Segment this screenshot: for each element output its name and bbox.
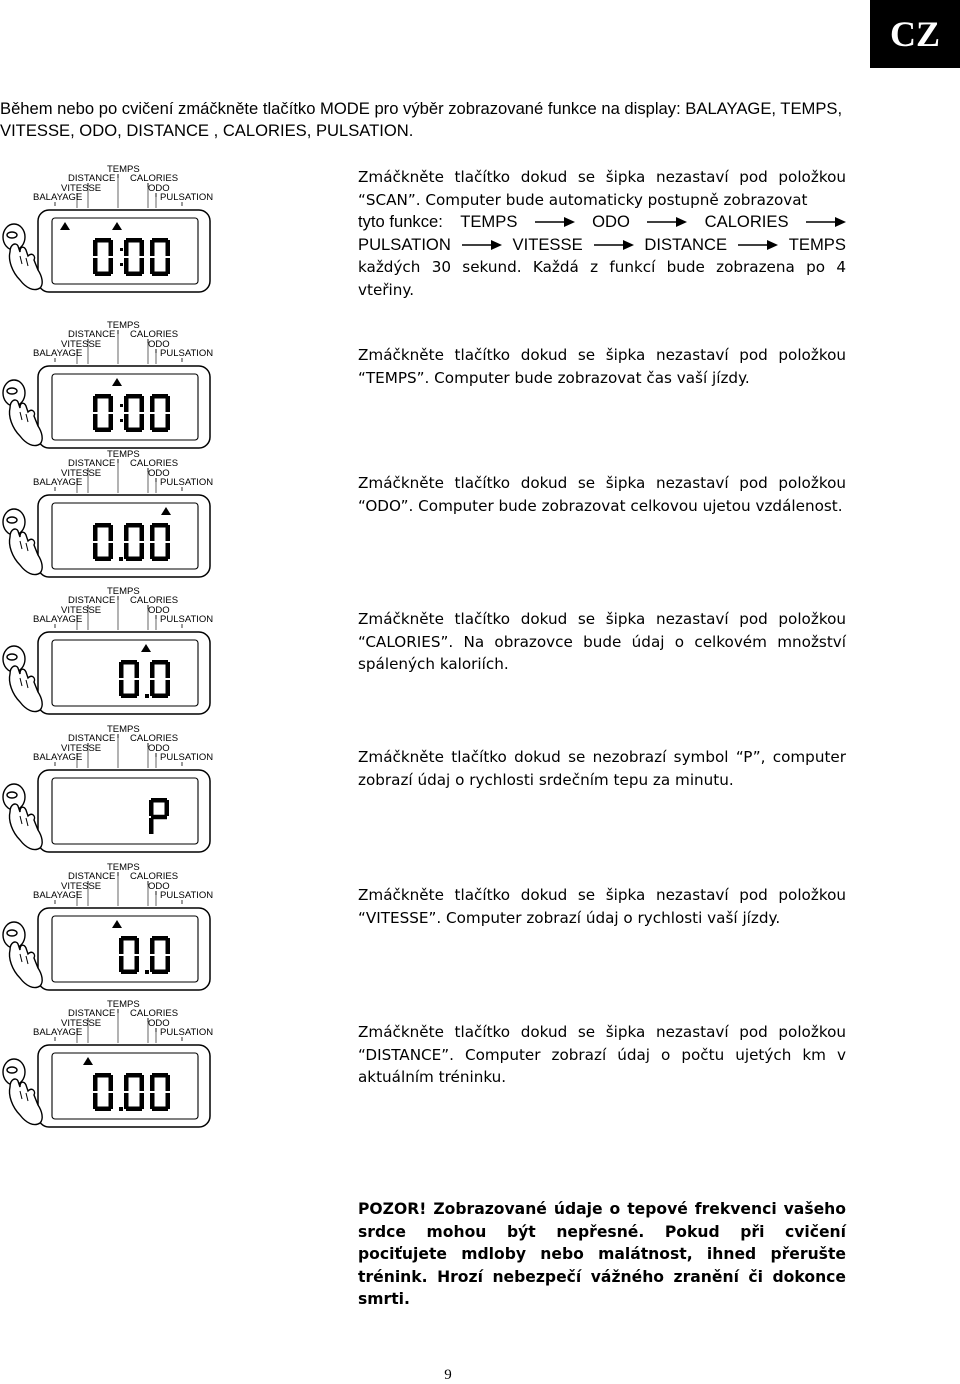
label-vitesse: VITESSE: [61, 881, 102, 892]
label-odo: ODO: [148, 183, 170, 194]
finger-press-icon: [3, 509, 42, 575]
label-odo: ODO: [148, 468, 170, 479]
scan-sequence-line-1: [358, 211, 846, 234]
scan-sequence-line-2: [358, 234, 846, 257]
scan-text-after: každých 30 sekund. Každá z funkcí bude zobrazena po 4 vteřiny.: [358, 258, 846, 299]
lcd-display: [0, 160, 235, 295]
label-distance: DISTANCE: [68, 458, 116, 469]
display-figure-calories: [0, 582, 235, 717]
lcd-screen: [52, 778, 198, 844]
label-balayage: BALAYAGE: [33, 614, 83, 625]
label-pulsation: PULSATION: [160, 752, 214, 763]
lcd-display: [0, 858, 235, 993]
seq-odo: ODO: [592, 212, 630, 232]
scan-description: [358, 166, 846, 302]
vitesse-description: Zmáčkněte tlačítko dokud se šipka nezastaví pod položkou “VITESSE”. Computer zobrazí údaj o rychlosti vaší jízdy.: [358, 886, 846, 927]
label-distance: DISTANCE: [68, 173, 116, 184]
label-pulsation: PULSATION: [160, 890, 214, 901]
arrow-right-icon: [462, 240, 502, 250]
lcd-display: [0, 316, 235, 451]
label-temps: TEMPS: [107, 999, 140, 1010]
intro-paragraph: Během nebo po cvičení zmáčkněte tlačítko MODE pro výběr zobrazované funkce na display: BALAYAGE, TEMPS, VITESSE, ODO, DISTANCE , CALORIES, PULSATION.: [0, 99, 843, 140]
calories-description: Zmáčkněte tlačítko dokud se šipka nezastaví pod položkou “CALORIES”. Na obrazovce bude údaj o celkovém množství spálených kaloriích.: [358, 610, 846, 674]
label-pulsation: PULSATION: [160, 477, 214, 488]
label-distance: DISTANCE: [68, 733, 116, 744]
label-pulsation: PULSATION: [160, 192, 214, 203]
lcd-display: [0, 720, 235, 855]
label-temps: TEMPS: [107, 164, 140, 175]
label-calories: CALORIES: [130, 733, 179, 744]
arrow-right-icon: [647, 217, 687, 227]
language-badge: CZ: [870, 0, 960, 68]
label-odo: ODO: [148, 339, 170, 350]
label-calories: CALORIES: [130, 871, 179, 882]
label-calories: CALORIES: [130, 329, 179, 340]
finger-press-icon: [3, 922, 42, 988]
page-number: 9: [444, 1367, 452, 1383]
distance-description: Zmáčkněte tlačítko dokud se šipka nezastaví pod položkou “DISTANCE”. Computer zobrazí údaj o počtu ujetých km v aktuálním tréninku.: [358, 1023, 846, 1087]
label-temps: TEMPS: [107, 862, 140, 873]
label-temps: TEMPS: [107, 320, 140, 331]
seq-distance: DISTANCE: [644, 234, 728, 254]
label-temps: TEMPS: [107, 724, 140, 735]
label-balayage: BALAYAGE: [33, 348, 83, 359]
finger-press-icon: [3, 1059, 42, 1125]
lcd-display: [0, 995, 235, 1130]
label-calories: CALORIES: [130, 173, 179, 184]
lcd-display: [0, 445, 235, 580]
arrow-right-icon: [594, 240, 634, 250]
finger-press-icon: [3, 646, 42, 712]
seq-calories: CALORIES: [704, 212, 789, 232]
label-odo: ODO: [148, 881, 170, 892]
label-calories: CALORIES: [130, 1008, 179, 1019]
display-figure-temps: [0, 316, 235, 451]
arrow-right-icon: [738, 240, 778, 250]
arrow-right-icon: [806, 217, 846, 227]
seq-pulsation: PULSATION: [358, 234, 451, 254]
finger-press-icon: [3, 224, 42, 290]
finger-press-icon: [3, 380, 42, 446]
pulse-description: Zmáčkněte tlačítko dokud se nezobrazí symbol “P”, computer zobrazí údaj o rychlosti srdečním tepu za minutu.: [358, 748, 846, 789]
label-distance: DISTANCE: [68, 595, 116, 606]
label-odo: ODO: [148, 1018, 170, 1029]
seq-intro: tyto funkce:: [358, 212, 443, 232]
label-distance: DISTANCE: [68, 329, 116, 340]
label-balayage: BALAYAGE: [33, 477, 83, 488]
label-temps: TEMPS: [107, 586, 140, 597]
label-temps: TEMPS: [107, 449, 140, 460]
odo-description: Zmáčkněte tlačítko dokud se šipka nezastaví pod položkou “ODO”. Computer bude zobrazovat celkovou ujetou vzdálenost.: [358, 474, 846, 515]
label-odo: ODO: [148, 605, 170, 616]
label-pulsation: PULSATION: [160, 1027, 214, 1038]
label-balayage: BALAYAGE: [33, 192, 83, 203]
label-vitesse: VITESSE: [61, 468, 102, 479]
label-odo: ODO: [148, 743, 170, 754]
label-vitesse: VITESSE: [61, 605, 102, 616]
label-balayage: BALAYAGE: [33, 890, 83, 901]
label-vitesse: VITESSE: [61, 1018, 102, 1029]
warning-paragraph: POZOR! Zobrazované údaje o tepové frekvenci vašeho srdce mohou být nepřesné. Pokud při cvičení pociťujete mdloby nebo malátnost, ihned přerušte trénink. Hrozí nebezpečí vážného zranění či dokonce smrti.: [358, 1200, 846, 1309]
display-figure-pulse: [0, 720, 235, 855]
display-figure-vitesse: [0, 858, 235, 993]
seq-temps-end: TEMPS: [788, 234, 846, 254]
label-vitesse: VITESSE: [61, 339, 102, 350]
lcd-display: [0, 582, 235, 717]
display-figure-scan: [0, 160, 235, 295]
label-calories: CALORIES: [130, 458, 179, 469]
scan-text-before: Zmáčkněte tlačítko dokud se šipka nezastaví pod položkou “SCAN”. Computer bude automaticky postupně zobrazovat: [358, 168, 846, 209]
seq-vitesse: VITESSE: [512, 234, 583, 254]
label-balayage: BALAYAGE: [33, 752, 83, 763]
temps-description: Zmáčkněte tlačítko dokud se šipka nezastaví pod položkou “TEMPS”. Computer bude zobrazovat čas vaší jízdy.: [358, 346, 846, 387]
seq-temps: TEMPS: [460, 212, 518, 232]
label-balayage: BALAYAGE: [33, 1027, 83, 1038]
label-vitesse: VITESSE: [61, 183, 102, 194]
label-vitesse: VITESSE: [61, 743, 102, 754]
label-pulsation: PULSATION: [160, 348, 214, 359]
label-pulsation: PULSATION: [160, 614, 214, 625]
arrow-right-icon: [535, 217, 575, 227]
display-figure-distance: [0, 995, 235, 1130]
finger-press-icon: [3, 784, 42, 850]
display-figure-odo: [0, 445, 235, 580]
label-distance: DISTANCE: [68, 871, 116, 882]
label-distance: DISTANCE: [68, 1008, 116, 1019]
label-calories: CALORIES: [130, 595, 179, 606]
